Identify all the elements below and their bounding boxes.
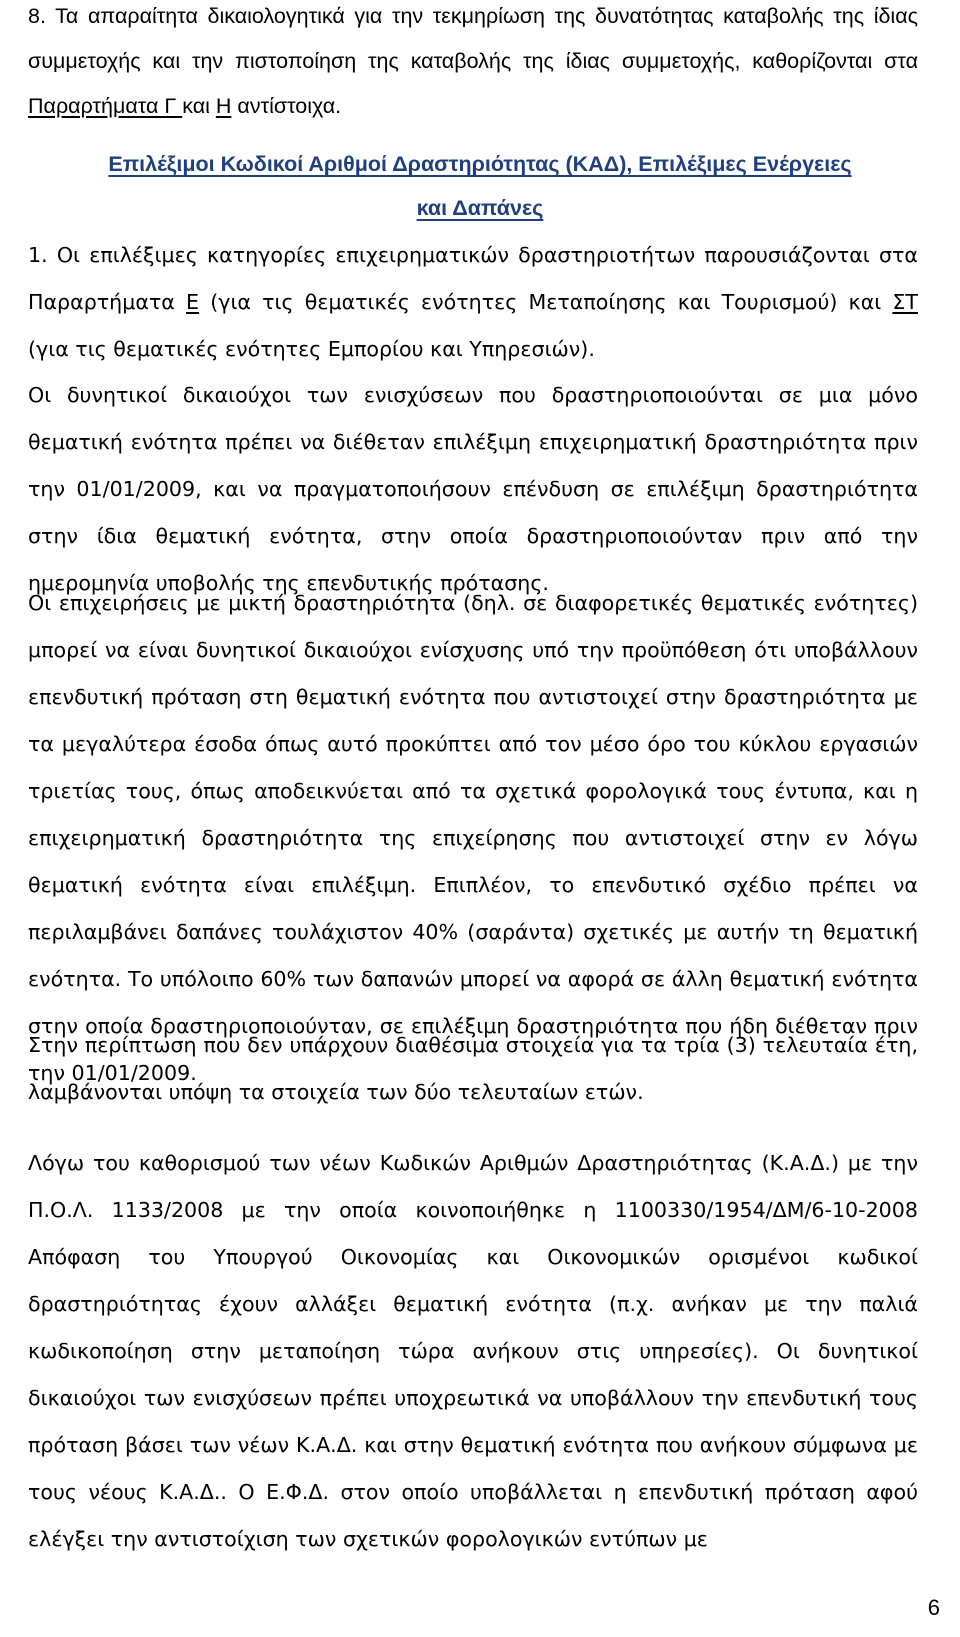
item-1-text-middle: (για τις θεματικές ενότητες Μεταποίησης και Τουρισμού) και (199, 290, 893, 314)
item-8-suffix: αντίστοιχα. (231, 94, 342, 118)
item-1-text: 1. Οι επιλέξιμες κατηγορίες επιχειρηματικών δραστηριοτήτων παρουσιάζονται στα Παραρτήματα (28, 243, 918, 314)
missing-data-paragraph: Στην περίπτωση που δεν υπάρχουν διαθέσιμα στοιχεία για τα τρία (3) τελευταία έτη, λαμβάνονται υπόψη τα στοιχεία των δύο τελευταίων ετών. (28, 1033, 918, 1104)
section-heading-line-2: και Δαπάνες (416, 196, 544, 220)
single-unit-paragraph: Οι δυνητικοί δικαιούχοι των ενισχύσεων που δραστηριοποιούνται σε μια μόνο θεματική ενότητα πρέπει να διέθεταν επιλέξιμη επιχειρηματική δραστηριότητα πριν την 01/01/2009, και να πραγματοποιήσουν επένδυση σε επιλέξιμη δραστηριότητα στην ίδια θεματική ενότητα, στην οποία δραστηριοποιούνταν πριν από την ημερομηνία υποβολής της επενδυτικής πρότασης. (28, 383, 918, 595)
page-number: 6 (927, 1595, 940, 1620)
annex-g-reference: Παραρτήματα Γ (28, 94, 183, 118)
new-kad-paragraph: Λόγω του καθορισμού των νέων Κωδικών Αριθμών Δραστηριότητας (Κ.Α.Δ.) με την Π.Ο.Λ. 1133/2008 με την οποία κοινοποιήθηκε η 1100330/1954/ΔΜ/6-10-2008 Απόφαση του Υπουργού Οικονομίας και Οικονομικών ορισμένοι κωδικοί δραστηριότητας έχουν αλλάξει θεματική ενότητα (π.χ. ανήκαν με την παλιά κωδικοποίηση στην μεταποίηση τώρα ανήκουν στις υπηρεσίες). Οι δυνητικοί δικαιούχοι των ενισχύσεων πρέπει υποχρεωτικά να υποβάλλουν την επενδυτική τους πρόταση βάσει των νέων Κ.Α.Δ. και στην θεματική ενότητα που ανήκουν σύμφωνα με τους νέους Κ.Α.Δ.. Ο Ε.Φ.Δ. στον οποίο υποβάλλεται η επενδυτική πρόταση αφού ελέγξει την αντιστοίχιση των σχετικών φορολογικών εντύπων με (28, 1151, 918, 1551)
annex-h-reference: Η (215, 94, 232, 118)
item-1-paragraph (28, 232, 918, 373)
annex-e-reference: Ε (186, 290, 200, 314)
section-heading (28, 142, 932, 230)
item-8-conjunction: και (182, 94, 216, 118)
section-heading-line-1: Επιλέξιμοι Κωδικοί Αριθμοί Δραστηριότητας (ΚΑΔ), Επιλέξιμες Ενέργειες (108, 152, 852, 176)
item-8-paragraph (28, 0, 918, 129)
item-8-text: 8. Τα απαραίτητα δικαιολογητικά για την τεκμηρίωση της δυνατότητας καταβολής της ίδιας συμμετοχής και την πιστοποίηση της καταβολής της ίδιας συμμετοχής, καθορίζονται στα (28, 4, 918, 73)
annex-st-reference: ΣΤ (892, 290, 918, 314)
item-1-text-end: (για τις θεματικές ενότητες Εμπορίου και Υπηρεσιών). (28, 337, 595, 361)
mixed-activity-paragraph: Οι επιχειρήσεις με μικτή δραστηριότητα (δηλ. σε διαφορετικές θεματικές ενότητες) μπορεί να είναι δυνητικοί δικαιούχοι ενίσχυσης υπό την προϋπόθεση ότι υποβάλλουν επενδυτική πρόταση στη θεματική ενότητα που αντιστοιχεί στην δραστηριότητα με τα μεγαλύτερα έσοδα όπως αυτό προκύπτει από τον μέσο όρο του κύκλου εργασιών τριετίας τους, όπως αποδεικνύεται από τα σχετικά φορολογικά τους έντυπα, και η επιχειρηματική δραστηριότητα της επιχείρησης που αντιστοιχεί στην εν λόγω θεματική ενότητα είναι επιλέξιμη. Επιπλέον, το επενδυτικό σχέδιο πρέπει να περιλαμβάνει δαπάνες τουλάχιστον 40% (σαράντα) σχετικές με αυτήν τη θεματική ενότητα. Το υπόλοιπο 60% των δαπανών μπορεί να αφορά σε άλλη θεματική ενότητα στην οποία δραστηριοποιούνταν, σε επιλέξιμη δραστηριότητα που ήδη διέθεταν πριν την 01/01/2009. (28, 591, 918, 1085)
